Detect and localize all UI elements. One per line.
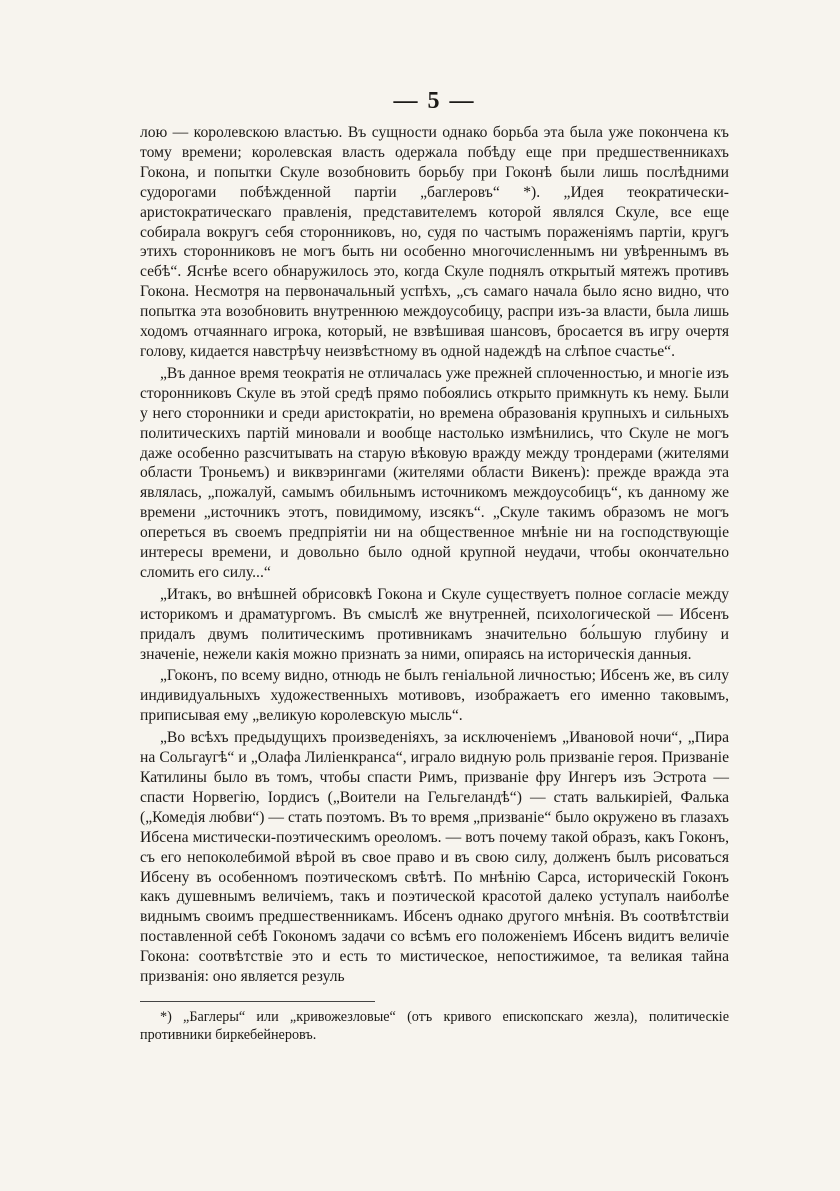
- footnote: [140, 1008, 729, 1044]
- page-number: — 5 —: [393, 88, 476, 114]
- paragraph: „Въ данное время теократія не отличалась уже прежней сплоченностью, и многіе изъ сторонниковъ Скуле въ этой средѣ прямо побоялись открыто примкнуть къ нему. Были у него сторонники и среди аристократіи, но времена образованія крупныхъ и сильныхъ политическихъ партій миновали и вообще настолько измѣнились, что Скуле не могъ даже особенно разсчитывать на старую вѣковую вражду между трондерами (жителями области Троньемъ) и виквэрингами (жителями области Викенъ): прежде вражда эта являлась, „пожалуй, самымъ обильнымъ источникомъ междоусобицъ“, къ данному же времени „источникъ этотъ, повидимому, изсякъ“. „Скуле такимъ образомъ не могъ опереться въ своемъ предпріятіи ни на общественное мнѣніе ни на господствующіе интересы времени, и довольно было одной крупной неудачи, чтобы окончательно сломить его силу...“: [140, 364, 729, 581]
- footnote-text: *) „Баглеры“ или „кривожезловые“ (отъ кривого епископскаго жезла), политическіе противники биркебейнеровъ.: [140, 1008, 729, 1043]
- body-text: [140, 123, 729, 987]
- paragraph: лою — королевскою властью. Въ сущности однако борьба эта была уже покончена къ тому времени; королевская власть одержала побѣду еще при предшественникахъ Гокона, и попытки Скуле возобновить борьбу при Гоконѣ были лишь послѣдними судорогами побѣжденной партіи „баглеровъ“ *). „Идея теократически-аристократическаго правленія, представителемъ которой являлся Скуле, все еще собирала вокругъ себя сторонниковъ, но, судя по частымъ пораженіямъ партіи, кругъ этихъ сторонниковъ не могъ быть ни особенно многочисленнымъ ни увѣреннымъ въ себѣ“. Яснѣе всего обнаружилось это, когда Скуле поднялъ открытый мятежъ противъ Гокона. Несмотря на первоначальный успѣхъ, „съ самаго начала было ясно видно, что попытка эта возобновить внутреннюю междоусобицу, распри изъ-за власти, была лишь ходомъ отчаяннаго игрока, который, не взвѣшивая шансовъ, бросается въ игру очертя голову, кидается навстрѣчу неизвѣстному въ одной надеждѣ на слѣпое счастье“.: [140, 124, 729, 360]
- paragraph: „Во всѣхъ предыдущихъ произведеніяхъ, за исключеніемъ „Ивановой ночи“, „Пира на Сольгаугѣ“ и „Олафа Лиліенкранса“, играло видную роль призваніе героя. Призваніе Катилины было въ томъ, чтобы спасти Римъ, призваніе фру Ингеръ изъ Эстрота — спасти Норвегію, Іордисъ („Воители на Гельгеландѣ“) — стать валькиріей, Фалька („Комедія любви“) — стать поэтомъ. Въ то время „призваніе“ было окружено въ глазахъ Ибсена мистически-поэтическимъ ореоломъ. — вотъ почему такой образъ, какъ Гоконъ, съ его непоколебимой вѣрой въ свое право и въ свою силу, долженъ былъ рисоваться Ибсену въ особенномъ поэтическомъ свѣтѣ. По мнѣнію Сарса, историческій Гоконъ какъ душевнымъ величіемъ, такъ и поэтической красотой далеко уступалъ наиболѣе виднымъ своимъ предшественникамъ. Ибсенъ однако другого мнѣнія. Въ соотвѣтствіи поставленной себѣ Гокономъ задачи со всѣмъ его положеніемъ Ибсенъ видитъ величіе Гокона: соотвѣтствіе это и есть то мистическое, непостижимое, та великая тайна призванія: оно является резуль: [140, 729, 729, 986]
- footnote-divider: [140, 1001, 375, 1002]
- paragraph: „Итакъ, во внѣшней обрисовкѣ Гокона и Скуле существуетъ полное согласіе между историкомъ и драматургомъ. Въ смыслѣ же внутренней, психологической — Ибсенъ придалъ двумъ политическимъ противникамъ значительно бо́льшую глубину и значеніе, нежели какія можно признать за ними, опираясь на историческія данныя.: [140, 585, 729, 663]
- paragraph: „Гоконъ, по всему видно, отнюдь не былъ геніальной личностью; Ибсенъ же, въ силу индивидуальныхъ художественныхъ мотивовъ, изображаетъ его именно таковымъ, приписывая ему „великую королевскую мысль“.: [140, 667, 729, 725]
